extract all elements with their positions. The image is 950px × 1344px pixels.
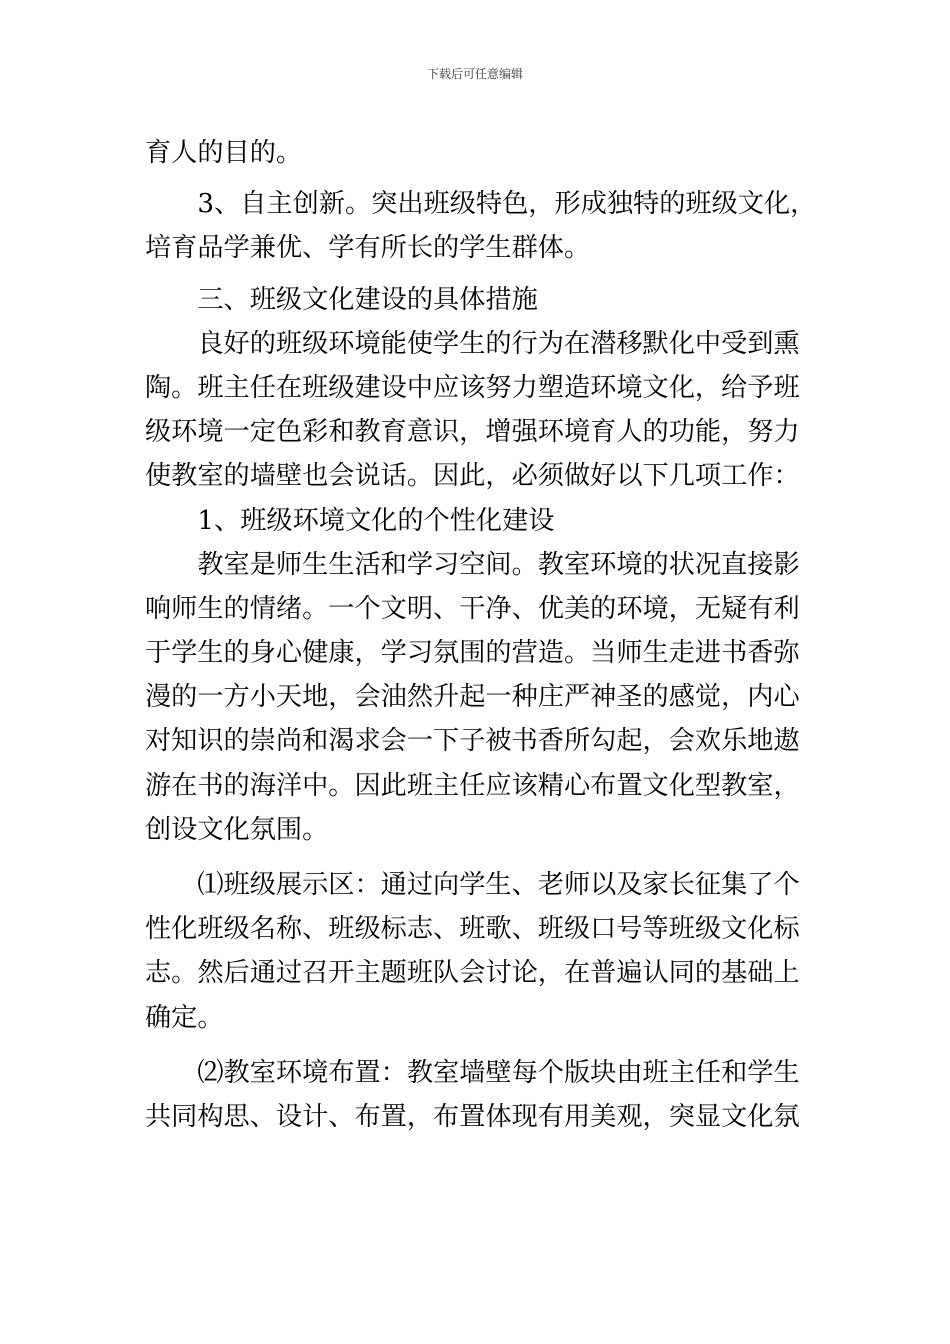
text-line: 于学生的身心健康，学习氛围的营造。当师生走进书香弥 xyxy=(145,638,800,669)
text-line: 确定。 xyxy=(145,1002,224,1033)
text-line: 创设文化氛围。 xyxy=(145,814,329,845)
text-line: ⑵教室环境布置：教室墙壁每个版块由班主任和学生 xyxy=(145,1057,800,1088)
text-line: ⑴班级展示区：通过向学生、老师以及家长征集了个 xyxy=(145,870,800,900)
document-body xyxy=(145,131,817,1139)
text-line: 使教室的墙壁也会说话。因此，必须做好以下几项工作： xyxy=(145,461,800,492)
text-line: 漫的一方小天地，会油然升起一种庄严神圣的感觉，内心 xyxy=(145,682,800,713)
text-line: 游在书的海洋中。因此班主任应该精心布置文化型教室， xyxy=(145,770,800,801)
text-line: 性化班级名称、班级标志、班歌、班级口号等班级文化标 xyxy=(145,914,800,945)
text-line: 育人的目的。 xyxy=(145,138,303,168)
subsection-heading: 1、班级环境文化的个性化建设 xyxy=(145,505,555,536)
text-line: 共同构思、设计、布置，布置体现有用美观，突显文化氛 xyxy=(145,1101,800,1132)
text-line: 响师生的情绪。一个文明、干净、优美的环境，无疑有利 xyxy=(145,593,800,624)
page-header: 下载后可任意编辑 xyxy=(426,67,523,81)
text-line: 对知识的崇尚和渴求会一下子被书香所勾起，会欢乐地遨 xyxy=(145,726,800,757)
text-line: 级环境一定色彩和教育意识，增强环境育人的功能，努力 xyxy=(145,417,800,448)
text-line: 3、自主创新。突出班级特色，形成独特的班级文化， xyxy=(145,189,817,220)
text-line: 志。然后通过召开主题班队会讨论，在普遍认同的基础上 xyxy=(145,958,800,989)
text-line: 陶。班主任在班级建设中应该努力塑造环境文化，给予班 xyxy=(145,372,800,403)
text-line: 良好的班级环境能使学生的行为在潜移默化中受到熏 xyxy=(145,328,800,359)
text-line: 教室是师生生活和学习空间。教室环境的状况直接影 xyxy=(145,549,800,580)
text-line: 培育品学兼优、学有所长的学生群体。 xyxy=(145,233,591,264)
section-heading: 三、班级文化建设的具体措施 xyxy=(145,284,538,315)
